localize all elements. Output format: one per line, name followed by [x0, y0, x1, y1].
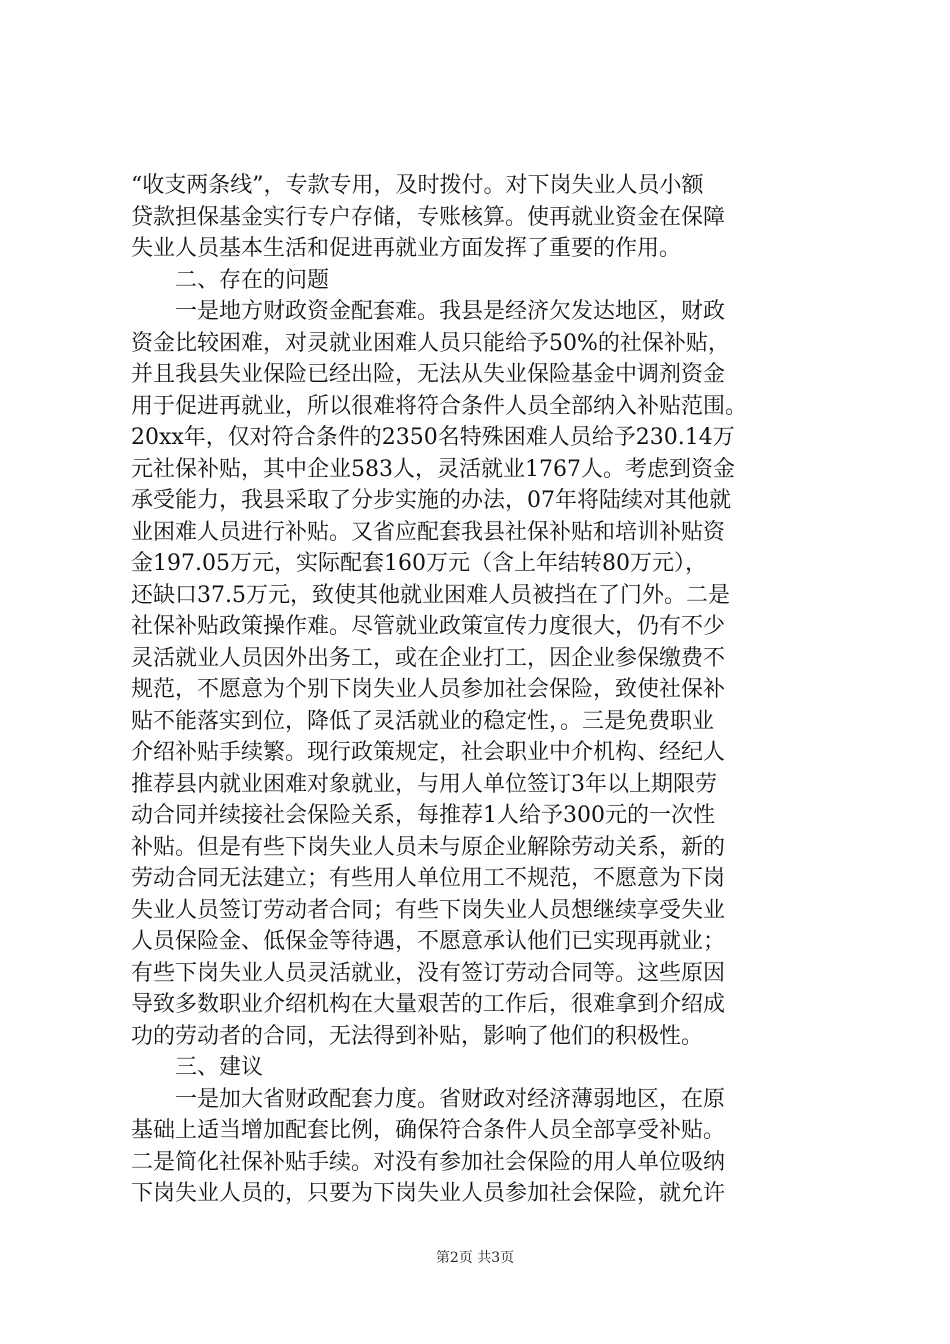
text-line: 二是简化社保补贴手续。对没有参加社会保险的用人单位吸纳: [131, 1149, 726, 1175]
text-line: 还缺口37.5万元，致使其他就业困难人员被挡在了门外。二是: [131, 582, 730, 608]
section-heading-problems: 二、存在的问题: [175, 267, 330, 293]
text-line: 补贴。但是有些下岗失业人员未与原企业解除劳动关系，新的: [131, 834, 726, 860]
text-line: 元社保补贴，其中企业583人，灵活就业1767人。考虑到资金: [131, 456, 735, 482]
text-line: 用于促进再就业，所以很难将符合条件人员全部纳入补贴范围。: [131, 393, 748, 419]
text-line: 推荐县内就业困难对象就业，与用人单位签订3年以上期限劳: [131, 771, 717, 797]
text-line: 失业人员签订劳动者合同；有些下岗失业人员想继续享受失业: [131, 897, 726, 923]
document-body: [131, 170, 827, 1210]
text-line: 贴不能落实到位，降低了灵活就业的稳定性，。三是免费职业: [131, 708, 715, 734]
text-line: 介绍补贴手续繁。现行政策规定，社会职业中介机构、经纪人: [131, 740, 726, 765]
text-line: 劳动合同无法建立；有些用人单位用工不规范，不愿意为下岗: [131, 866, 726, 891]
text-line: 导致多数职业介绍机构在大量艰苦的工作后，很难拿到介绍成: [131, 992, 726, 1017]
text-line: 一是地方财政资金配套难。我县是经济欠发达地区，财政: [175, 299, 726, 324]
text-line: 动合同并续接社会保险关系，每推荐1人给予300元的一次性: [131, 803, 715, 828]
text-line: 20xx年，仅对符合条件的2350名特殊困难人员给予230.14万: [131, 425, 735, 450]
text-line: 业困难人员进行补贴。又省应配套我县社保补贴和培训补贴资: [131, 519, 726, 545]
section-heading-suggestions: 三、建议: [175, 1055, 264, 1080]
text-line: 规范，不愿意为个别下岗失业人员参加社会保险，致使社保补: [131, 677, 726, 702]
text-line: 金197.05万元，实际配套160万元（含上年结转80万元），: [131, 551, 707, 576]
text-line: 人员保险金、低保金等待遇，不愿意承认他们已实现再就业；: [131, 929, 726, 954]
text-line: 贷款担保基金实行专户存储，专账核算。使再就业资金在保障: [131, 204, 726, 230]
text-line: “收支两条线”，专款专用，及时拨付。对下岗失业人员小额: [131, 173, 704, 198]
text-line: 承受能力，我县采取了分步实施的办法，07年将陆续对其他就: [131, 488, 731, 513]
text-line: 资金比较困难，对灵就业困难人员只能给予50%的社保补贴，: [131, 330, 730, 356]
text-line: 基础上适当增加配套比例，确保符合条件人员全部享受补贴。: [131, 1118, 726, 1143]
text-line: 失业人员基本生活和促进再就业方面发挥了重要的作用。: [131, 236, 682, 261]
text-line: 并且我县失业保险已经出险，无法从失业保险基金中调剂资金: [131, 362, 726, 387]
text-line: 一是加大省财政配套力度。省财政对经济薄弱地区，在原: [175, 1086, 726, 1112]
text-line: 下岗失业人员的，只要为下岗失业人员参加社会保险，就允许: [131, 1181, 726, 1206]
text-line: 社保补贴政策操作难。尽管就业政策宣传力度很大，仍有不少: [131, 614, 726, 639]
text-line: 灵活就业人员因外出务工，或在企业打工，因企业参保缴费不: [131, 645, 726, 671]
text-line: 功的劳动者的合同，无法得到补贴，影响了他们的积极性。: [131, 1023, 704, 1049]
text-line: 有些下岗失业人员灵活就业，没有签订劳动合同等。这些原因: [131, 960, 726, 986]
page-number-footer: 第2页 共3页: [435, 1250, 515, 1266]
